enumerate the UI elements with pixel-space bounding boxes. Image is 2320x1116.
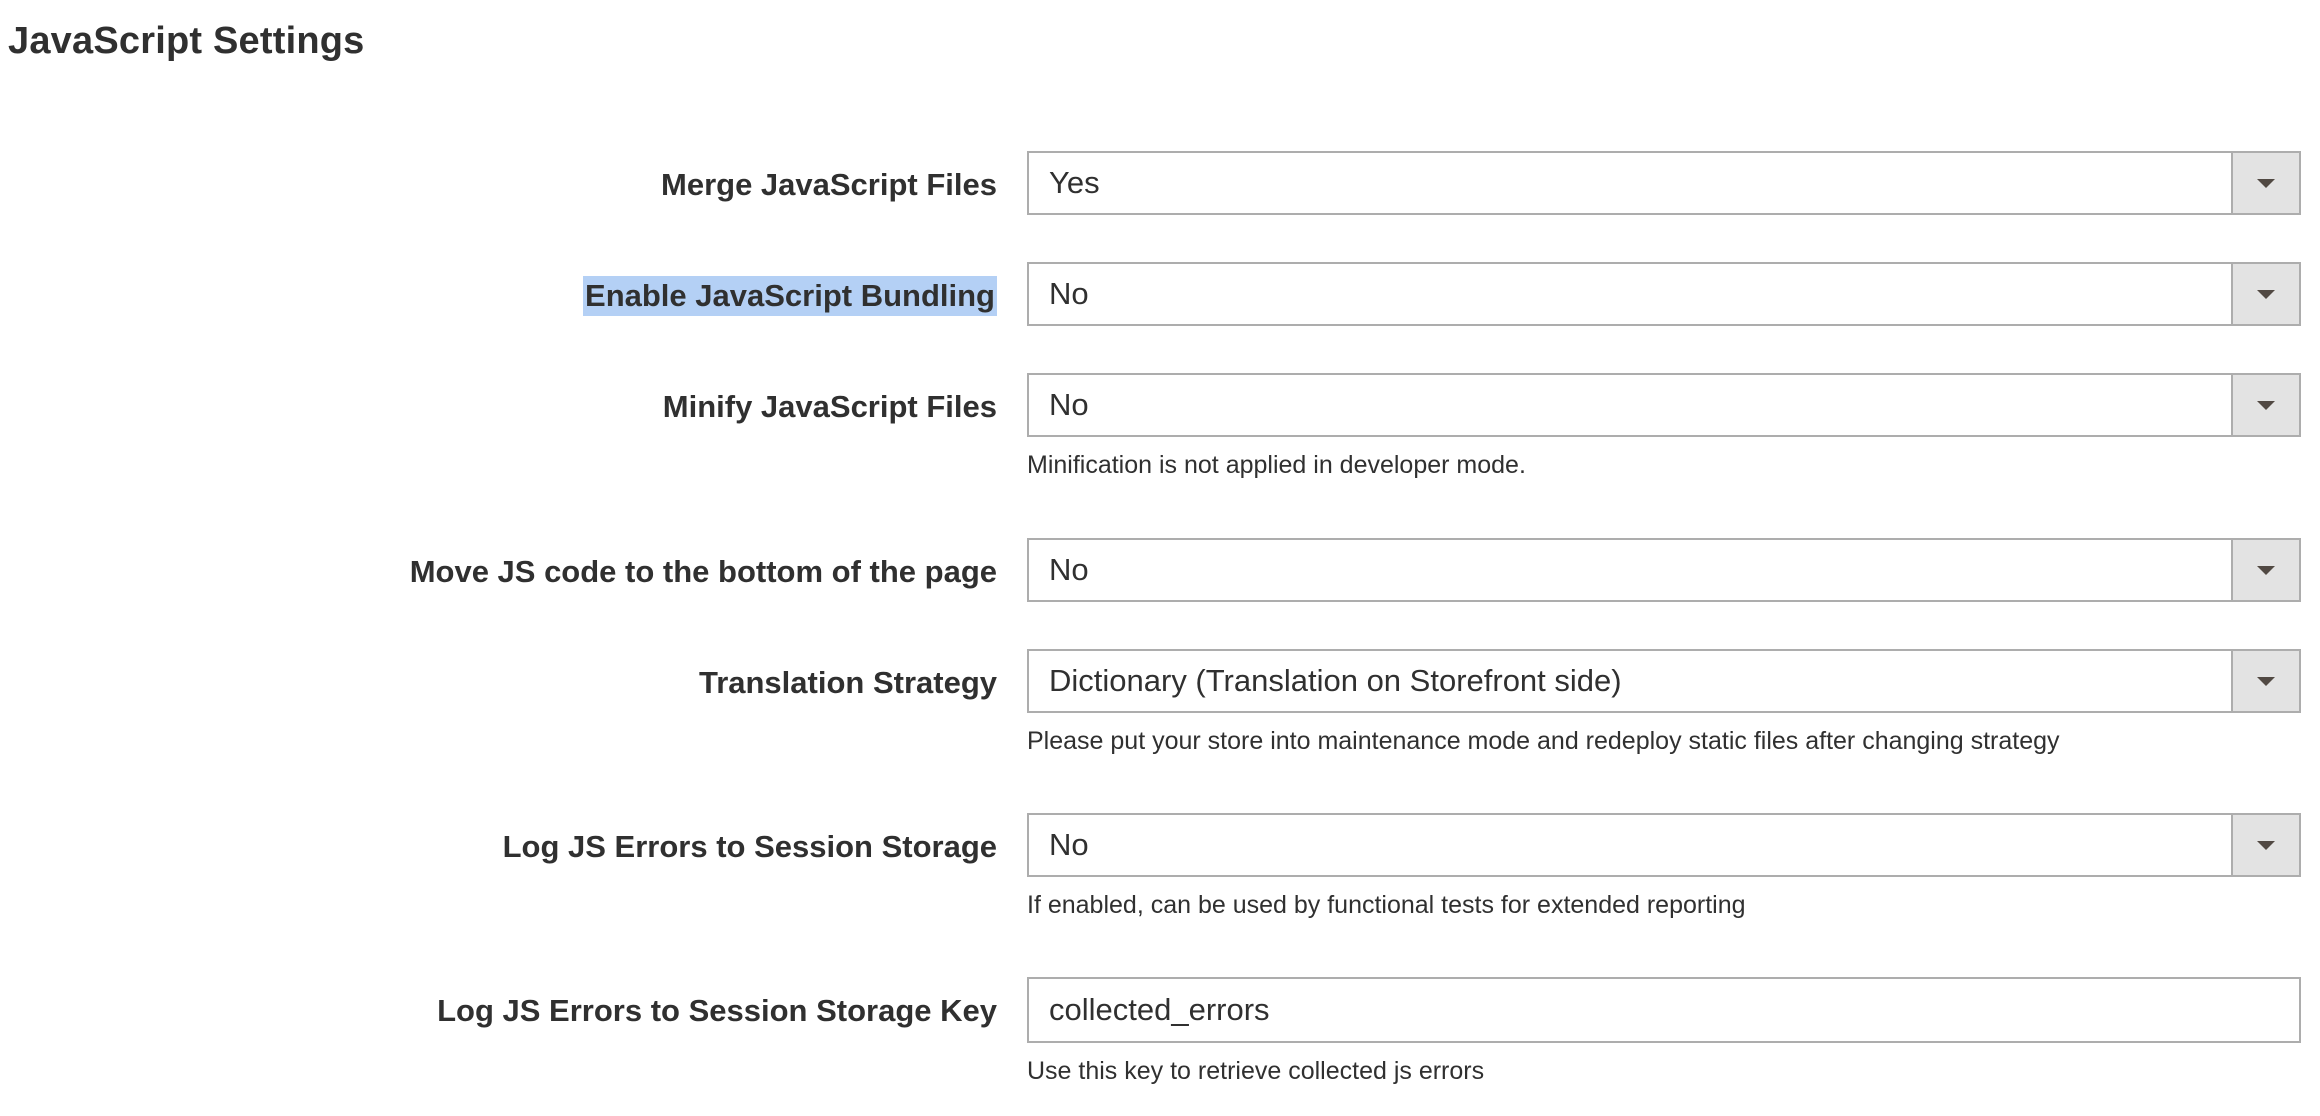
chevron-down-icon: [2257, 841, 2275, 850]
minify-js-select-value: No: [1049, 387, 1089, 422]
field-label-merge-js: Merge JavaScript Files: [661, 167, 997, 202]
field-label-translation-strategy: Translation Strategy: [698, 665, 997, 700]
log-js-errors-note: If enabled, can be used by functional tests for extended reporting: [1027, 891, 1746, 919]
merge-js-select[interactable]: [1027, 151, 2301, 215]
move-js-bottom-select[interactable]: [1027, 538, 2301, 602]
field-label-move-js-bottom: Move JS code to the bottom of the page: [409, 554, 997, 589]
field-label-log-js-errors: Log JS Errors to Session Storage: [502, 829, 997, 864]
translation-strategy-note: Please put your store into maintenance mode and redeploy static files after changing strategy: [1027, 727, 2060, 755]
enable-bundling-select-toggle[interactable]: [2231, 264, 2299, 324]
minify-js-select[interactable]: [1027, 373, 2301, 437]
field-label-log-js-errors-key: Log JS Errors to Session Storage Key: [437, 993, 997, 1028]
translation-strategy-select-value: Dictionary (Translation on Storefront side): [1049, 663, 1622, 698]
log-js-errors-select-toggle[interactable]: [2231, 815, 2299, 875]
chevron-down-icon: [2257, 566, 2275, 575]
move-js-bottom-select-toggle[interactable]: [2231, 540, 2299, 600]
enable-bundling-select-value: No: [1049, 276, 1089, 311]
section-title: JavaScript Settings: [8, 20, 365, 62]
move-js-bottom-select-value: No: [1049, 552, 1089, 587]
chevron-down-icon: [2257, 677, 2275, 686]
enable-bundling-select[interactable]: [1027, 262, 2301, 326]
merge-js-select-toggle[interactable]: [2231, 153, 2299, 213]
chevron-down-icon: [2257, 401, 2275, 410]
log-js-errors-key-input[interactable]: [1027, 977, 2301, 1043]
minify-js-note: Minification is not applied in developer mode.: [1027, 451, 1526, 479]
chevron-down-icon: [2257, 179, 2275, 188]
merge-js-select-value: Yes: [1049, 165, 1100, 200]
log-js-errors-select-value: No: [1049, 827, 1089, 862]
minify-js-select-toggle[interactable]: [2231, 375, 2299, 435]
field-label-minify-js: Minify JavaScript Files: [662, 389, 997, 424]
log-js-errors-select[interactable]: [1027, 813, 2301, 877]
chevron-down-icon: [2257, 290, 2275, 299]
log-js-errors-key-note: Use this key to retrieve collected js errors: [1027, 1057, 1485, 1085]
field-label-enable-bundling: Enable JavaScript Bundling: [583, 276, 997, 316]
translation-strategy-select-toggle[interactable]: [2231, 651, 2299, 711]
translation-strategy-select[interactable]: [1027, 649, 2301, 713]
